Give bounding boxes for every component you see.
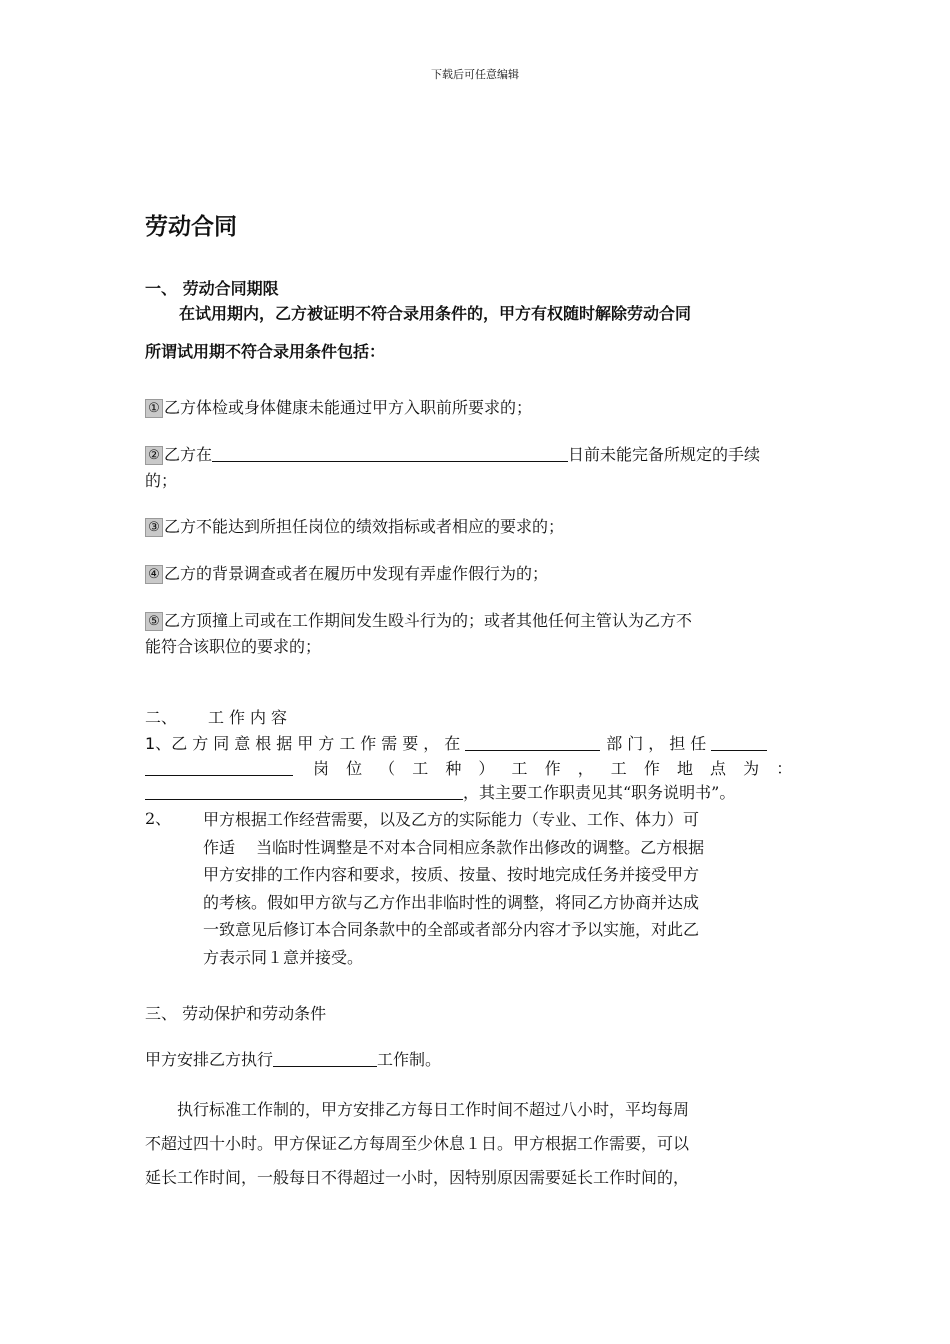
date-blank[interactable] bbox=[212, 461, 568, 462]
condition-item-2-continued: 的； bbox=[145, 471, 178, 490]
work-system-text-post: 工作制。 bbox=[377, 1050, 442, 1069]
section2-heading-number: 二、 bbox=[145, 708, 178, 727]
item-number-badge: ① bbox=[145, 399, 163, 418]
p1-number: 1、 bbox=[145, 734, 172, 753]
paragraph-line: 不超过四十小时。甲方保证乙方每周至少休息１日。甲方根据工作需要，可以 bbox=[145, 1134, 690, 1153]
work-system-blank[interactable] bbox=[273, 1066, 377, 1067]
condition-item-3 bbox=[145, 514, 564, 537]
item-text: 乙方体检或身体健康未能通过甲方入职前所要求的； bbox=[164, 398, 533, 417]
section2-p1-line1 bbox=[145, 731, 767, 754]
section3-line1 bbox=[145, 1047, 441, 1070]
paragraph-line: 一致意见后修订本合同条款中的全部或者部分内容才予以实施，对此乙 bbox=[203, 920, 700, 939]
header-note: 下载后可任意编辑 bbox=[431, 68, 519, 81]
p1-text-b: 部门，担任 bbox=[606, 734, 712, 753]
section2-p1-line2 bbox=[145, 756, 798, 779]
item-text: 乙方顶撞上司或在工作期间发生殴斗行为的；或者其他任何主管认为乙方不 bbox=[164, 611, 693, 630]
paragraph-line: 甲方安排的工作内容和要求，按质、按量、按时地完成任务并接受甲方 bbox=[203, 865, 700, 884]
condition-item-5 bbox=[145, 608, 692, 631]
p1-line3-text: ，其主要工作职责见其“职务说明书”。 bbox=[463, 783, 736, 802]
paragraph-line: 执行标准工作制的，甲方安排乙方每日工作时间不超过八小时，平均每周 bbox=[145, 1100, 690, 1119]
paragraph-line: 延长工作时间，一般每日不得超过一小时，因特别原因需要延长工作时间的， bbox=[145, 1168, 690, 1187]
section1-bold-line-2: 所谓试用期不符合录用条件包括： bbox=[145, 342, 386, 361]
item-text-pre: 乙方在 bbox=[164, 445, 213, 464]
item-text: 乙方的背景调查或者在履历中发现有弄虚作假行为的； bbox=[164, 564, 549, 583]
item-number-badge: ③ bbox=[145, 518, 163, 537]
position-blank-start[interactable] bbox=[711, 750, 767, 751]
work-system-text-pre: 甲方安排乙方执行 bbox=[145, 1050, 274, 1069]
section1-bold-line-1: 在试用期内，乙方被证明不符合录用条件的，甲方有权随时解除劳动合同 bbox=[179, 304, 692, 323]
condition-item-5-continued: 能符合该职位的要求的； bbox=[145, 637, 322, 656]
paragraph-line: 甲方根据工作经营需要，以及乙方的实际能力（专业、工作、体力）可 bbox=[203, 810, 700, 829]
section3-paragraph bbox=[145, 1093, 805, 1195]
section2-p2-number: 2、 bbox=[145, 809, 172, 828]
condition-item-1 bbox=[145, 395, 532, 418]
condition-item-4 bbox=[145, 561, 548, 584]
paragraph-line: 方表示同１意并接受。 bbox=[203, 947, 364, 967]
document-title: 劳动合同 bbox=[145, 214, 237, 240]
department-blank[interactable] bbox=[465, 750, 600, 751]
item-number-badge: ④ bbox=[145, 565, 163, 584]
section1-heading: 一、 劳动合同期限 bbox=[145, 279, 279, 298]
item-number-badge: ② bbox=[145, 446, 163, 465]
p1-line2-text: 岗 位 （ 工 种 ） 工 作 ， 工 作 地 点 为 ： bbox=[313, 759, 799, 778]
position-blank[interactable] bbox=[145, 775, 293, 776]
item-text: 乙方不能达到所担任岗位的绩效指标或者相应的要求的； bbox=[164, 517, 565, 536]
p1-text-a: 乙方同意根据甲方工作需要，在 bbox=[171, 734, 466, 753]
paragraph-line: 作适 当临时性调整是不对本合同相应条款作出修改的调整。乙方根据 bbox=[203, 837, 705, 857]
work-location-blank[interactable] bbox=[145, 799, 463, 800]
paragraph-line: 的考核。假如甲方欲与乙方作出非临时性的调整，将同乙方协商并达成 bbox=[203, 892, 700, 912]
section2-heading: 工作内容 bbox=[208, 708, 293, 727]
section3-heading: 三、 劳动保护和劳动条件 bbox=[145, 1004, 327, 1023]
section2-p1-line3 bbox=[145, 780, 735, 803]
item-number-badge: ⑤ bbox=[145, 612, 163, 631]
section2-p2-paragraph bbox=[203, 806, 813, 971]
condition-item-2 bbox=[145, 442, 760, 465]
item-text-post: 日前未能完备所规定的手续 bbox=[568, 445, 761, 464]
